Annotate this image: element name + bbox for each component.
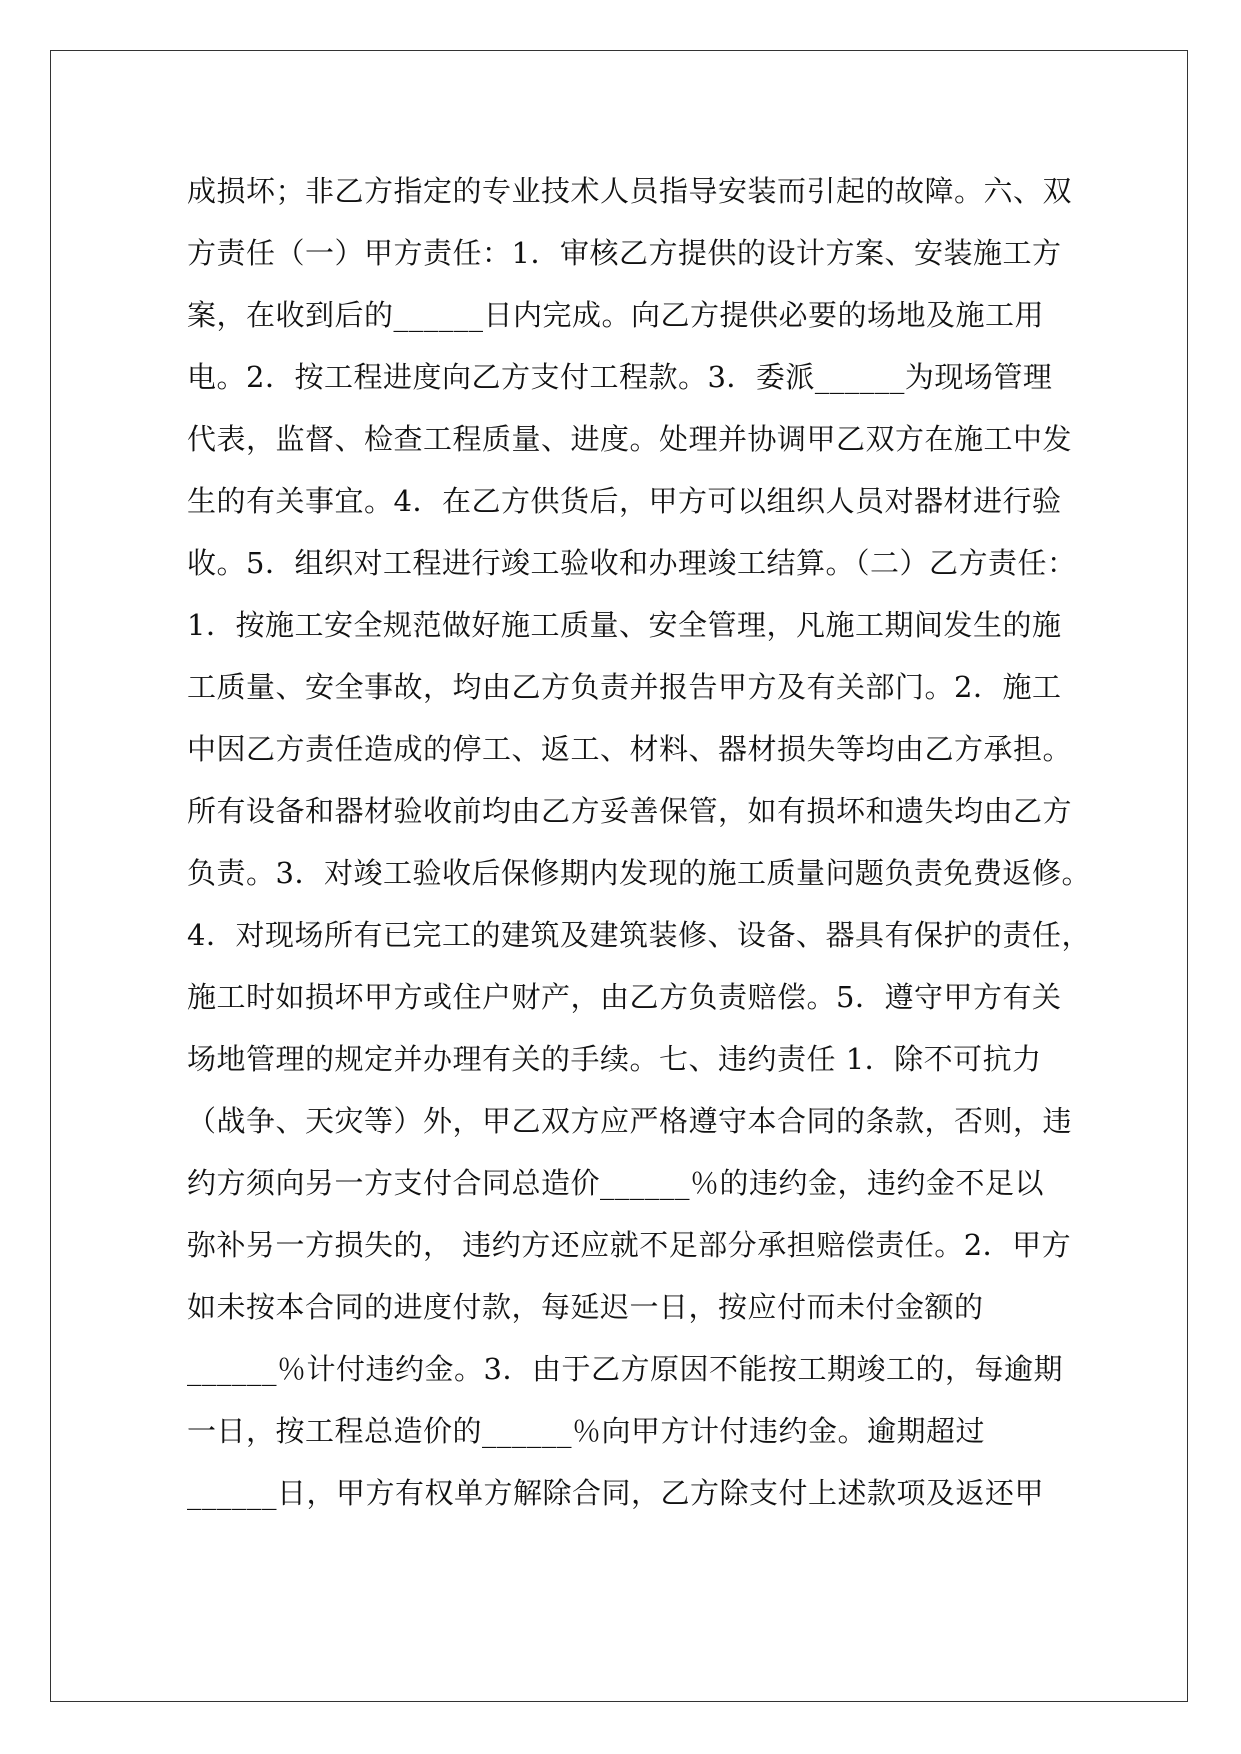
text-line: 方责任（一）甲方责任：1．审核乙方提供的设计方案、安装施工方 — [187, 236, 1062, 270]
text-line: 约方须向另一方支付合同总造价______％的违约金，违约金不足以 — [187, 1166, 1045, 1200]
text-line: 如未按本合同的进度付款，每延迟一日，按应付而未付金额的 — [187, 1290, 984, 1324]
text-line: 1．按施工安全规范做好施工质量、安全管理，凡施工期间发生的施 — [187, 608, 1062, 642]
text-line: 施工时如损坏甲方或住户财产，由乙方负责赔偿。5．遵守甲方有关 — [187, 980, 1062, 1014]
text-line: 生的有关事宜。4．在乙方供货后，甲方可以组织人员对器材进行验 — [187, 484, 1062, 518]
text-line: 场地管理的规定并办理有关的手续。七、违约责任 1．除不可抗力 — [187, 1042, 1042, 1076]
text-line: 案，在收到后的______日内完成。向乙方提供必要的场地及施工用 — [187, 298, 1045, 332]
text-line: ______％计付违约金。3．由于乙方原因不能按工期竣工的，每逾期 — [187, 1352, 1063, 1386]
contract-body-text — [187, 160, 1091, 1524]
text-line: 电。2．按工程进度向乙方支付工程款。3．委派______为现场管理 — [187, 360, 1053, 394]
text-line: 工质量、安全事故，均由乙方负责并报告甲方及有关部门。2．施工 — [187, 670, 1062, 704]
text-line: 一日，按工程总造价的______％向甲方计付违约金。逾期超过 — [187, 1414, 986, 1448]
text-line: 中因乙方责任造成的停工、返工、材料、器材损失等均由乙方承担。 — [187, 732, 1073, 766]
text-line: 所有设备和器材验收前均由乙方妥善保管，如有损坏和遗失均由乙方 — [187, 794, 1073, 828]
text-line: 代表，监督、检查工程质量、进度。处理并协调甲乙双方在施工中发 — [187, 422, 1073, 456]
text-line: 弥补另一方损失的， 违约方还应就不足部分承担赔偿责任。2．甲方 — [187, 1228, 1072, 1262]
text-line: 4．对现场所有已完工的建筑及建筑装修、设备、器具有保护的责任， — [187, 918, 1091, 952]
text-line: ______日，甲方有权单方解除合同，乙方除支付上述款项及返还甲 — [187, 1476, 1045, 1510]
text-line: 成损坏；非乙方指定的专业技术人员指导安装而引起的故障。六、双 — [187, 174, 1073, 208]
text-line: 负责。3．对竣工验收后保修期内发现的施工质量问题负责免费返修。 — [187, 856, 1091, 890]
text-line: 收。5．组织对工程进行竣工验收和办理竣工结算。（二）乙方责任： — [187, 546, 1077, 580]
text-line: （战争、天灾等）外，甲乙双方应严格遵守本合同的条款，否则，违 — [187, 1104, 1073, 1138]
